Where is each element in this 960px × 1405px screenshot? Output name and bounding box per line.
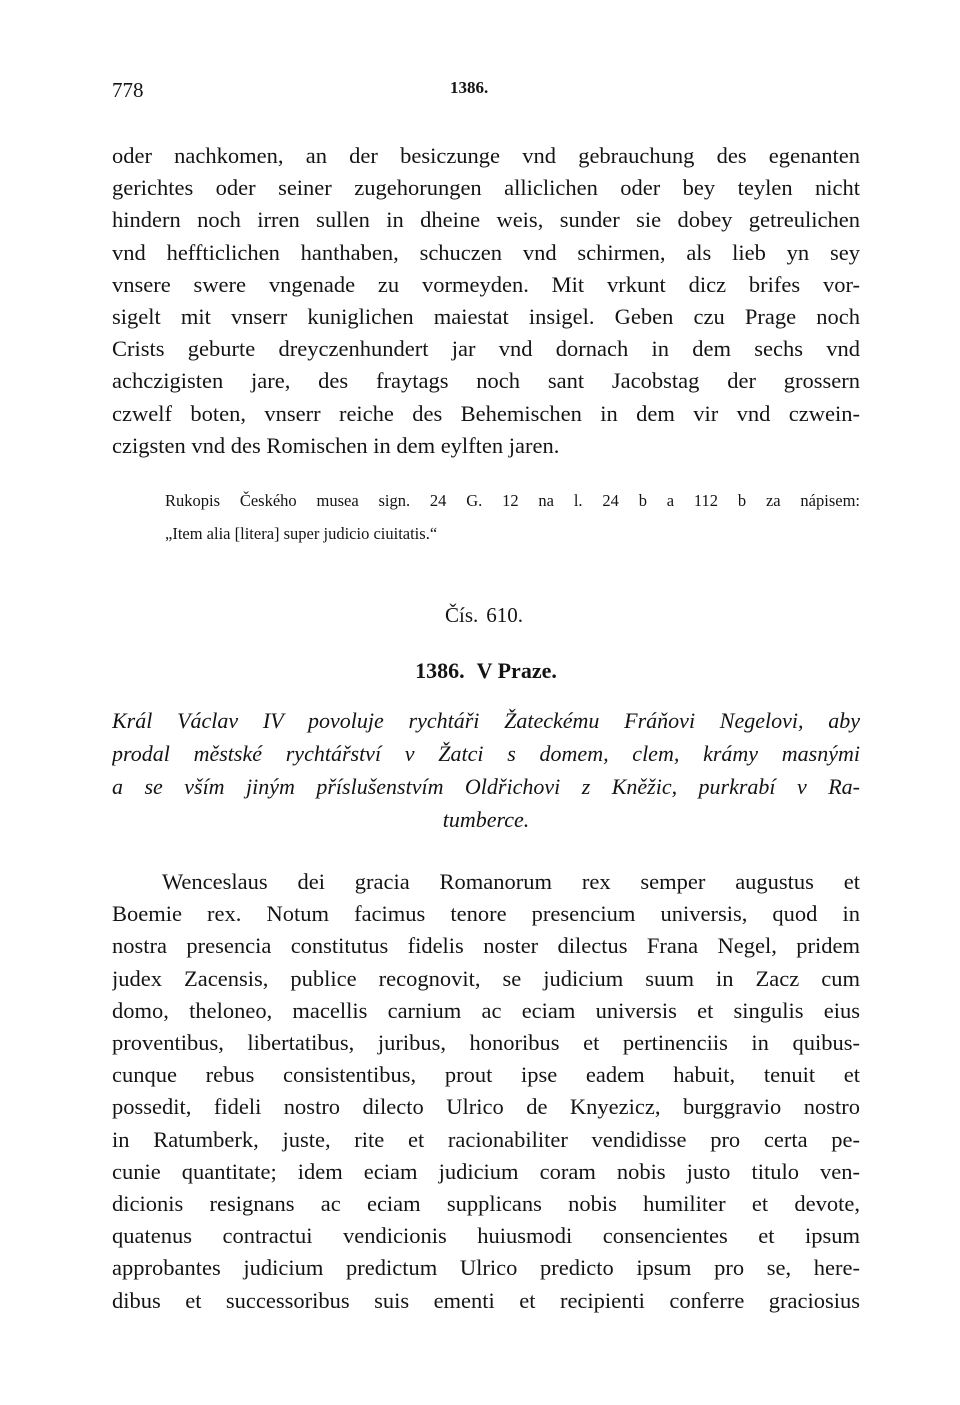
summary-line: tumberce.: [442, 807, 530, 832]
summary-line: a se vším jiným příslušenstvím Oldřichovi z Kněžic, purkrabí v Ra-: [112, 774, 860, 799]
document-date-heading: [0, 658, 960, 684]
text-line: sigelt mit vnserr kuniglichen maiestat insigel. Geben czu Prage noch: [112, 304, 860, 330]
text-line: quatenus contractui vendicionis huiusmodi consencientes et ipsum: [112, 1223, 860, 1249]
text-line: hindern noch irren sullen in dheine weis, sunder sie dobey getreulichen: [112, 207, 860, 233]
text-line: Crists geburte dreyczenhundert jar vnd dornach in dem sechs vnd: [112, 336, 860, 362]
note-line: Rukopis Českého musea sign. 24 G. 12 na l. 24 b a 112 b za nápisem:: [165, 491, 860, 510]
text-line: dibus et successoribus suis ementi et recipienti conferre graciosius: [112, 1287, 860, 1313]
document-summary: [112, 704, 860, 836]
text-line: judex Zacensis, publice recognovit, se judicium suum in Zacz cum: [112, 965, 860, 991]
document-date-year: 1386.: [415, 658, 465, 683]
page-number: 778: [112, 78, 144, 102]
source-note: [165, 484, 860, 550]
text-line: gerichtes oder seiner zugehorungen alliclichen oder bey teylen nicht: [112, 175, 860, 201]
text-line: czwelf boten, vnserr reiche des Behemischen in dem vir vnd czwein-: [112, 400, 860, 426]
text-line: Boemie rex. Notum facimus tenore presencium universis, quod in: [112, 901, 860, 927]
running-header-year: 1386.: [450, 78, 489, 97]
text-line: czigsten vnd des Romischen in dem eylften jaren.: [112, 432, 560, 458]
text-line: vnsere swere vngenade zu vormeyden. Mit vrkunt dicz brifes vor-: [112, 271, 860, 297]
text-line: cunque rebus consistentibus, prout ipse eadem habuit, tenuit et: [112, 1062, 860, 1088]
text-line: oder nachkomen, an der besiczunge vnd gebrauchung des egenanten: [112, 143, 860, 168]
text-line: dicionis resignans ac eciam supplicans nobis humiliter et devote,: [112, 1191, 860, 1217]
text-line: approbantes judicium predictum Ulrico predicto ipsum pro se, here-: [112, 1255, 860, 1281]
document-number-value: 610.: [486, 603, 523, 627]
note-line: „Item alia [litera] super judicio ciuitatis.“: [165, 524, 438, 543]
german-text-paragraph: [112, 140, 860, 462]
text-line: proventibus, libertatibus, juribus, honoribus et pertinenciis in quibus-: [112, 1030, 860, 1056]
text-line: in Ratumberk, juste, rite et racionabiliter vendidisse pro certa pe-: [112, 1126, 860, 1152]
text-line: possedit, fideli nostro dilecto Ulrico de Knyezicz, burggravio nostro: [112, 1094, 860, 1120]
latin-text-paragraph: [112, 866, 860, 1317]
text-line: achczigisten jare, des fraytags noch sant Jacobstag der grossern: [112, 368, 860, 394]
text-line: domo, theloneo, macellis carnium ac eciam universis et singulis eius: [112, 997, 860, 1023]
summary-line: Král Václav IV povoluje rychtáři Žateckému Fráňovi Negelovi, aby: [112, 708, 860, 733]
page-header: [112, 78, 860, 108]
document-number-label: Čís.: [444, 603, 479, 627]
text-line: Wenceslaus dei gracia Romanorum rex semper augustus et: [162, 869, 860, 894]
text-line: cunie quantitate; idem eciam judicium coram nobis justo titulo ven-: [112, 1158, 860, 1184]
text-line: vnd heffticlichen hanthaben, schuczen vnd schirmen, als lieb yn sey: [112, 239, 860, 265]
summary-line: prodal městské rychtářství v Žatci s domem, clem, krámy masnými: [112, 741, 860, 766]
document-date-place: V Praze.: [476, 658, 557, 683]
text-line: nostra presencia constitutus fidelis noster dilectus Frana Negel, pridem: [112, 933, 860, 959]
document-number: [0, 603, 960, 628]
